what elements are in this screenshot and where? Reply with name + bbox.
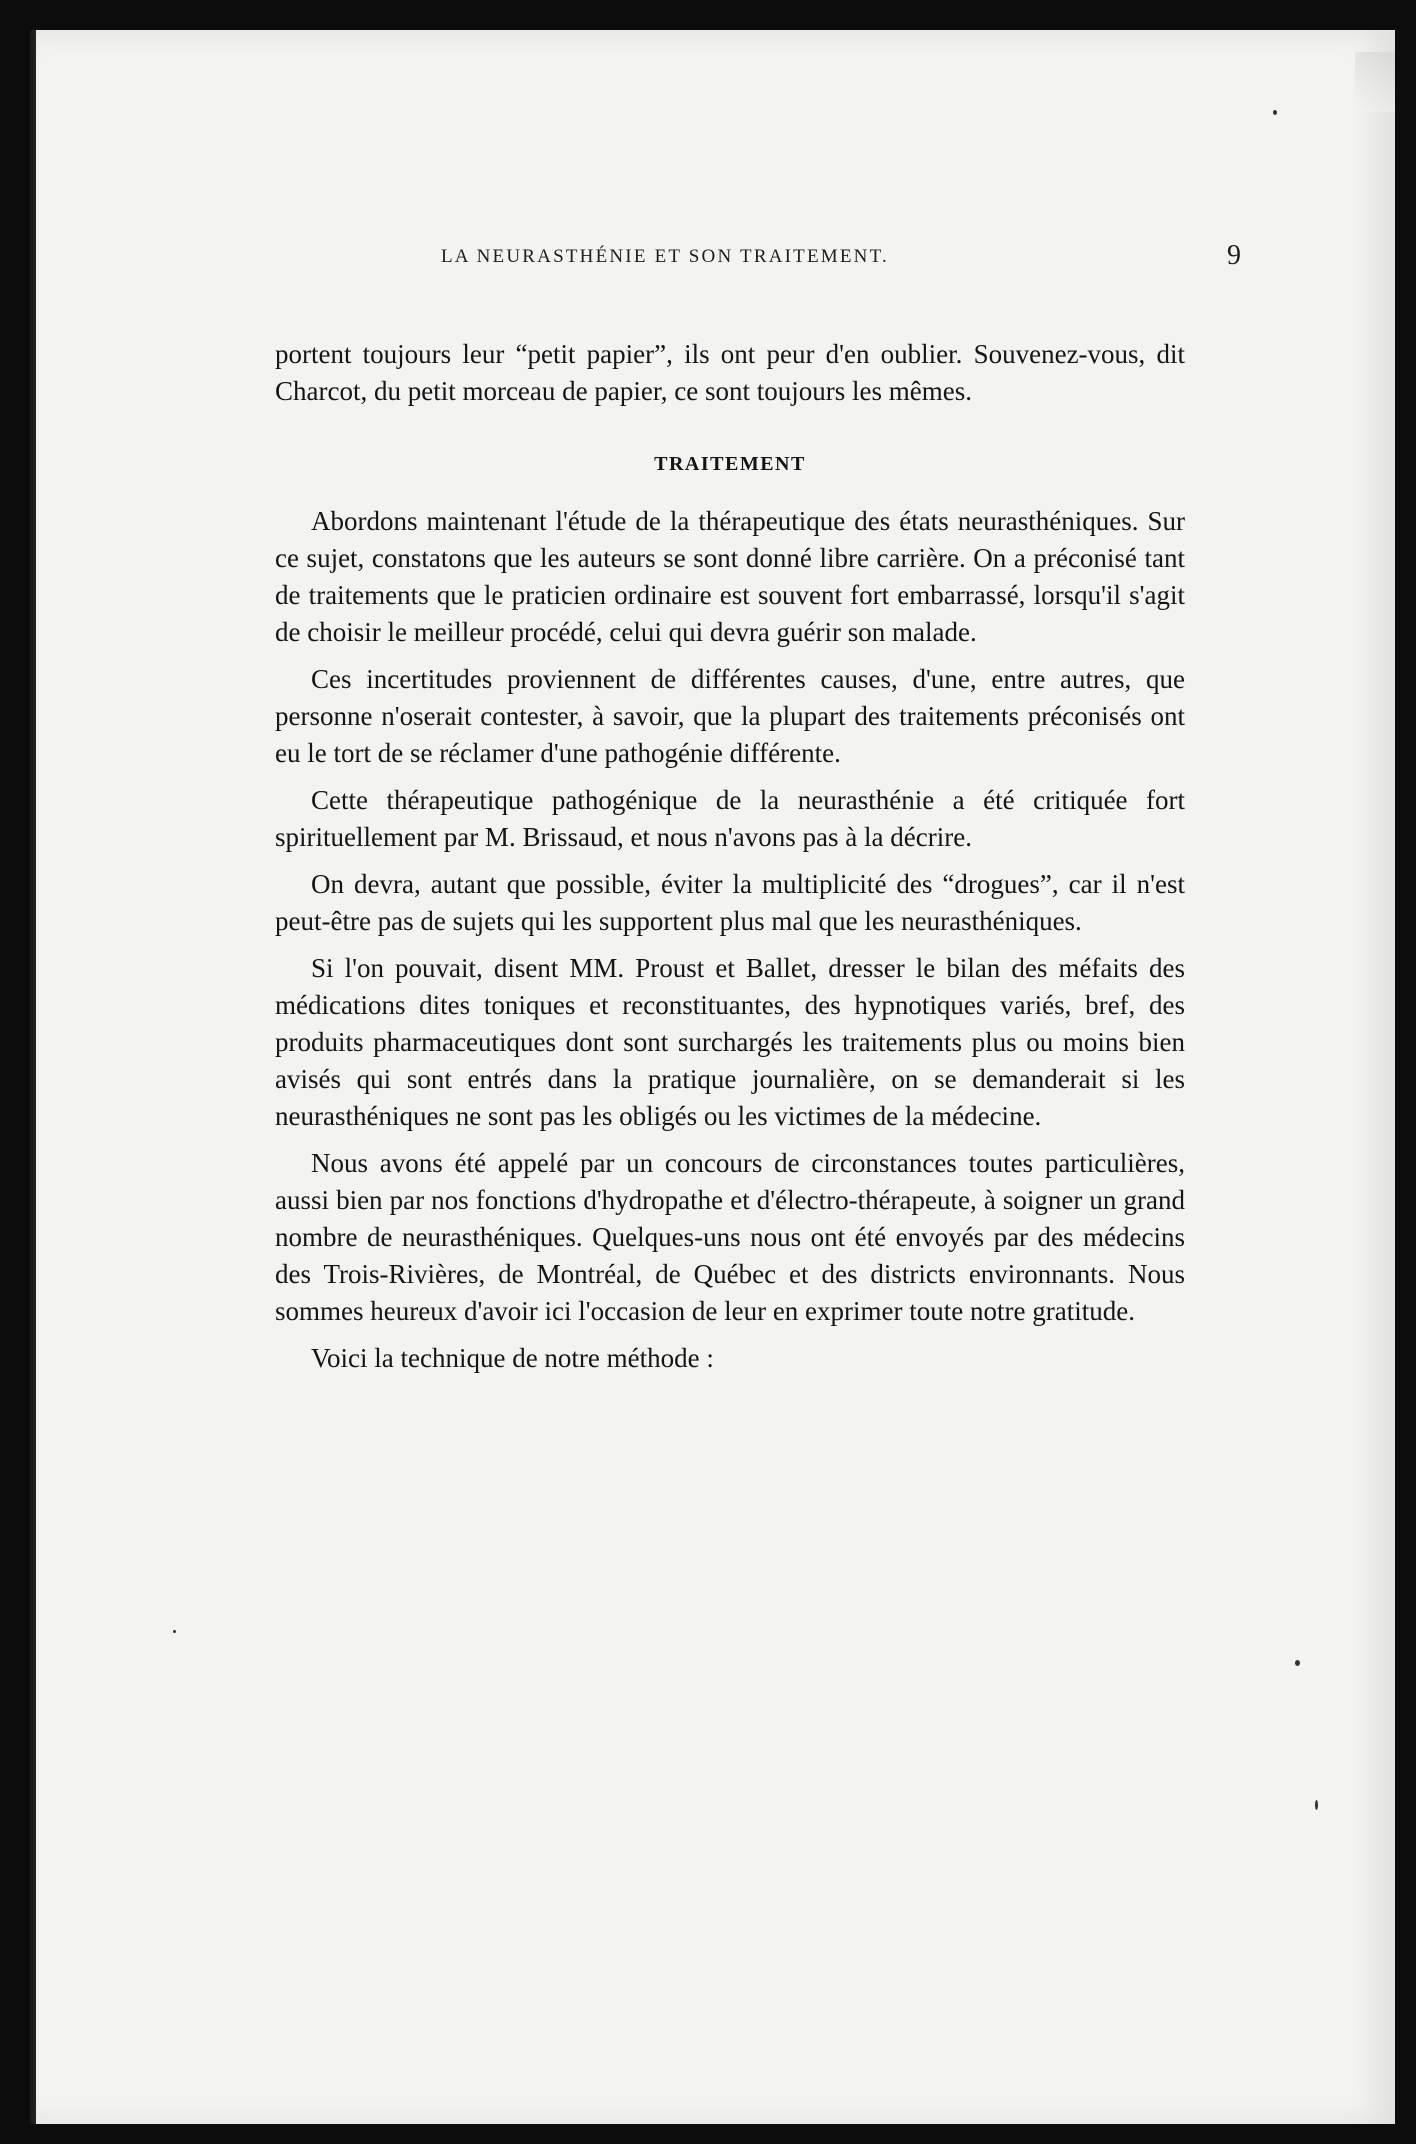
paragraph: Abordons maintenant l'étude de la thérapeutique des états neurasthéniques. Sur ce sujet, constatons que les auteurs se sont donné libre carrière. On a préconisé tant de traitements que le praticien ordinaire est souvent fort embarrassé, lorsqu'il s'agit de choisir le meilleur procédé, celui qui devra guérir son malade. (275, 506, 1185, 647)
paragraph: Si l'on pouvait, disent MM. Proust et Ballet, dresser le bilan des méfaits des médications dites toniques et reconstituantes, des hypnotiques variés, bref, des produits pharmaceutiques dont sont surchargés les traitements plus ou moins bien avisés qui sont entrés dans la pratique journalière, on se demanderait si les neurasthéniques ne sont pas les obligés ou les victimes de la médecine. (275, 953, 1185, 1131)
paragraph: Ces incertitudes proviennent de différentes causes, d'une, entre autres, que personne n'oserait contester, à savoir, que la plupart des traitements préconisés ont eu le tort de se réclamer d'une pathogénie différente. (275, 664, 1185, 768)
page-body (275, 336, 1185, 1387)
scan-speck (1315, 1800, 1318, 1810)
paragraph: Cette thérapeutique pathogénique de la neurasthénie a été critiquée fort spirituellement par M. Brissaud, et nous n'avons pas à la décrire. (275, 785, 1185, 852)
paragraph: Voici la technique de notre méthode : (311, 1343, 714, 1373)
paragraph: Nous avons été appelé par un concours de circonstances toutes particulières, aussi bien par nos fonctions d'hydropathe et d'électro-thérapeute, à soigner un grand nombre de neurasthéniques. Quelques-uns nous ont été envoyés par des médecins des Trois-Rivières, de Montréal, de Québec et des districts environnants. Nous sommes heureux d'avoir ici l'occasion de leur en exprimer toute notre gratitude. (275, 1148, 1185, 1326)
running-title: LA NEURASTHÉNIE ET SON TRAITEMENT. (441, 246, 889, 267)
scan-speck (1295, 1660, 1300, 1666)
page-header (441, 240, 1241, 280)
book-page (30, 30, 1395, 2124)
scan-speck (173, 1630, 176, 1633)
paragraph-continued: portent toujours leur “petit papier”, ils ont peur d'en oublier. Souvenez-vous, dit Charcot, du petit morceau de papier, ce sont toujours les mêmes. (275, 339, 1185, 406)
scan-speck (1273, 110, 1277, 115)
page-number: 9 (1227, 240, 1241, 271)
paragraph: On devra, autant que possible, éviter la multiplicité des “drogues”, car il n'est peut-être pas de sujets qui les supportent plus mal que les neurasthéniques. (275, 869, 1185, 936)
page-corner-fold (1355, 52, 1395, 112)
section-heading: TRAITEMENT (654, 453, 806, 475)
page-gutter-edge (33, 30, 36, 2124)
